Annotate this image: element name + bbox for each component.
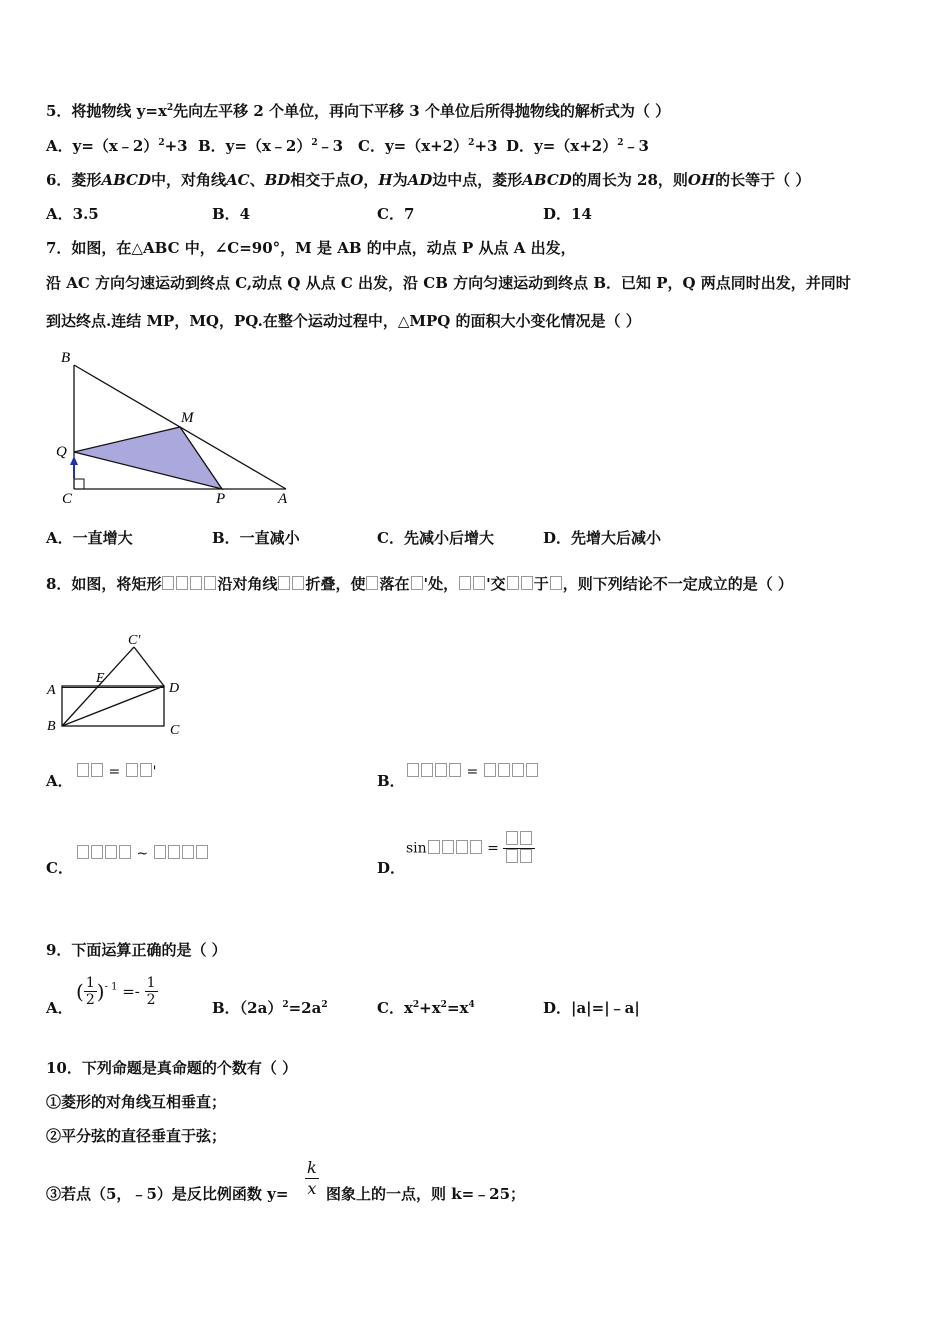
q5-stem	[46, 101, 670, 121]
q6-text-1: 6．菱形	[46, 171, 102, 189]
q8-missing-glyph	[168, 845, 180, 859]
q8-missing-glyph	[411, 576, 423, 590]
q5-option-b-tail: ﹣3	[317, 137, 344, 155]
q5-stem-text-b: 先向左平移 2 个单位，再向下平移 3 个单位后所得抛物线的解析式为（ ）	[173, 102, 671, 120]
q6-oh: OH	[687, 171, 716, 189]
q8-option-b-label: B．	[377, 772, 405, 790]
q7-triangle-mpq	[74, 427, 222, 489]
q8-missing-glyph	[473, 576, 485, 590]
q8-text-1: 8．如图，将矩形	[46, 575, 162, 593]
q6-ad: AD	[407, 171, 433, 189]
q9-option-a-result-fraction	[145, 975, 158, 1008]
q6-text-4: 为	[392, 171, 408, 189]
q8-missing-glyph	[421, 763, 433, 777]
q5-option-c[interactable]	[358, 136, 497, 156]
q8-missing-glyph	[407, 763, 419, 777]
q8-label-c: C	[170, 723, 180, 738]
q8-missing-glyph	[506, 849, 518, 863]
q6-option-c[interactable]: C．7	[377, 205, 415, 223]
q7-line-3: 到达终点.连结 MP，MQ，PQ.在整个运动过程中，△MPQ 的面积大小变化情况是（ ）	[46, 312, 641, 330]
q8-missing-glyph	[470, 840, 482, 854]
q7-right-angle-mark	[74, 479, 84, 489]
q8-missing-glyph	[190, 576, 202, 590]
q6-abcd: ABCD	[101, 171, 151, 189]
q8-missing-glyph	[520, 849, 532, 863]
q8-diagonal-bd	[62, 686, 164, 726]
q9-option-b-exponent: 2	[282, 1000, 289, 1010]
q7-label-c: C	[62, 491, 73, 507]
q9-option-a-label: A．	[46, 999, 73, 1017]
q8-missing-glyph	[77, 845, 89, 859]
q8-text-4: 落在	[379, 575, 410, 593]
q8-missing-glyph	[526, 763, 538, 777]
q5-option-a[interactable]	[46, 136, 188, 156]
q7-option-b[interactable]: B．一直减小	[212, 529, 300, 547]
q10-item-3-text-a: ③若点（5，﹣5）是反比例函数 y=	[46, 1185, 289, 1203]
q9-option-b-mid: =2a	[288, 999, 322, 1017]
q10-item-3-tail	[326, 1184, 525, 1204]
q8-option-b-expr	[406, 761, 539, 782]
q9-option-c-mid: +x	[419, 999, 441, 1017]
q9-option-d[interactable]: D．|a|=|﹣a|	[543, 999, 640, 1017]
q8-missing-glyph	[428, 840, 440, 854]
q10-item-3	[46, 1184, 288, 1204]
q9-option-c[interactable]	[377, 998, 475, 1018]
q7-q-arrowhead	[70, 456, 78, 465]
q6-h: H	[378, 171, 393, 189]
q10-item-3-denominator: x	[307, 1179, 317, 1198]
q8-missing-glyph	[521, 576, 533, 590]
q9-option-c-text: C．x	[377, 999, 413, 1017]
q8-label-b: B	[47, 719, 56, 734]
q8-fold-c-prime-d	[134, 647, 164, 686]
q6-option-a[interactable]: A．3.5	[46, 205, 99, 223]
q7-line-2: 沿 AC 方向匀速运动到终点 C,动点 Q 从点 C 出发，沿 CB 方向匀速运动到终点 B．已知 P，Q 两点同时出发，并同时	[46, 274, 851, 292]
q8-missing-glyph	[278, 576, 290, 590]
q8-missing-glyph	[456, 840, 468, 854]
q9-option-b[interactable]	[212, 998, 328, 1018]
q6-text-2: 中，对角线	[150, 171, 226, 189]
q7-label-a: A	[278, 491, 288, 507]
q5-option-d[interactable]	[506, 136, 649, 156]
q8-option-a-eq: =	[104, 764, 125, 780]
q6-o: O	[350, 171, 364, 189]
q8-missing-glyph	[442, 840, 454, 854]
q8-missing-glyph	[105, 845, 117, 859]
q5-option-d-tail: ﹣3	[623, 137, 649, 155]
q8-option-b[interactable]	[377, 771, 405, 791]
q9-option-c-exponent: 2	[412, 1000, 420, 1010]
q8-option-c-label: C．	[46, 859, 73, 877]
q5-option-c-text: C．y=（x+2）	[358, 137, 469, 155]
q8-option-a[interactable]	[46, 771, 73, 791]
q8-option-d-eq: =	[482, 840, 504, 857]
q8-missing-glyph	[512, 763, 524, 777]
q8-label-e: E	[96, 671, 105, 686]
q8-missing-glyph	[366, 576, 378, 590]
q8-missing-glyph	[498, 763, 510, 777]
q6-bd: BD	[264, 171, 291, 189]
q6-stem	[46, 170, 810, 190]
q8-missing-glyph	[140, 763, 152, 777]
q10-item-3-numerator: k	[307, 1158, 317, 1177]
q8-stem	[46, 574, 793, 594]
q5-stem-text-a: 5．将抛物线 y=x	[46, 102, 167, 120]
q5-option-a-exponent: 2	[158, 138, 165, 148]
q6-text-5: 边中点，菱形	[432, 171, 523, 189]
q5-option-a-tail: +3	[164, 137, 188, 155]
q6-text-3: 相交于点	[290, 171, 351, 189]
q8-missing-glyph	[449, 763, 461, 777]
q8-missing-glyph	[91, 763, 103, 777]
q8-option-a-expr	[76, 761, 157, 782]
q5-option-a-text: A．y=（x﹣2）	[46, 137, 159, 155]
q9-option-a-result-numerator: 1	[146, 975, 156, 991]
q8-option-d[interactable]	[377, 858, 405, 878]
q7-option-d[interactable]: D．先增大后减小	[543, 529, 662, 547]
q9-option-c-exponent-2: 2	[440, 1000, 447, 1010]
q10-item-3-text-b: 图象上的一点，则 k=﹣25；	[326, 1185, 526, 1203]
q8-missing-glyph	[77, 763, 89, 777]
q8-option-c-similar: ~	[132, 846, 153, 862]
q8-missing-glyph	[91, 845, 103, 859]
q9-stem: 9．下面运算正确的是（ ）	[46, 941, 227, 959]
q6-option-d[interactable]: D．14	[543, 205, 592, 223]
q8-missing-glyph	[292, 576, 304, 590]
q7-label-q: Q	[56, 444, 67, 460]
q9-option-a-exponent: - 1	[104, 981, 118, 993]
q8-rectangle-figure	[42, 632, 202, 747]
q6-text-6: 的周长为 28，则	[571, 171, 688, 189]
q5-option-b-text: B．y=（x﹣2）	[198, 137, 312, 155]
q8-option-c-expr	[76, 843, 209, 864]
q6-option-b[interactable]: B．4	[212, 205, 251, 223]
q9-option-a-paren-open: (	[76, 979, 84, 1004]
q6-text-7: 的长等于（ ）	[715, 171, 811, 189]
q8-missing-glyph	[459, 576, 471, 590]
q5-option-b-exponent: 2	[311, 138, 318, 148]
q8-missing-glyph	[176, 576, 188, 590]
q10-item-3-fraction	[305, 1158, 319, 1199]
q7-label-m: M	[181, 410, 194, 426]
q9-option-a[interactable]	[46, 998, 73, 1018]
q8-missing-glyph	[520, 831, 532, 845]
q9-option-c-exponent-3: 4	[468, 1000, 475, 1010]
q7-option-c[interactable]: C．先减小后增大	[377, 529, 494, 547]
q6-comma: ，	[363, 171, 379, 189]
q9-option-c-mid-2: =x	[446, 999, 469, 1017]
q9-option-a-paren-close: )	[96, 979, 105, 1004]
q8-label-c-prime: C'	[128, 633, 141, 648]
q8-option-d-label: D．	[377, 859, 406, 877]
q8-missing-glyph	[162, 576, 174, 590]
q9-option-b-text: B．（2a）	[212, 999, 283, 1017]
q8-missing-glyph	[506, 831, 518, 845]
q8-option-a-label: A．	[46, 772, 73, 790]
q6-abcd-2: ABCD	[522, 171, 572, 189]
q7-triangle-figure	[50, 345, 310, 515]
q10-item-2: ②平分弦的直径垂直于弦；	[46, 1127, 227, 1145]
q8-text-8: ，则下列结论不一定成立的是（ ）	[562, 575, 793, 593]
q8-text-6: '交	[486, 575, 506, 593]
q8-option-b-eq: =	[462, 764, 483, 780]
q8-text-7: 于	[533, 575, 549, 593]
q8-missing-glyph	[204, 576, 216, 590]
q5-option-d-exponent: 2	[617, 138, 624, 148]
q8-option-d-fraction	[503, 831, 535, 866]
q8-missing-glyph	[119, 845, 131, 859]
q5-stem-exponent: 2	[166, 103, 174, 113]
q8-option-a-prime: '	[152, 764, 157, 780]
q5-option-c-tail: +3	[474, 137, 498, 155]
q10-item-1: ①菱形的对角线互相垂直；	[46, 1093, 227, 1111]
q8-missing-glyph	[126, 763, 138, 777]
q8-option-d-expr	[406, 831, 535, 866]
q9-option-a-eq: =-	[117, 982, 145, 1001]
q5-option-b[interactable]	[198, 136, 343, 156]
q8-missing-glyph	[154, 845, 166, 859]
q8-missing-glyph	[182, 845, 194, 859]
q8-missing-glyph	[484, 763, 496, 777]
q8-text-3: 折叠，使	[305, 575, 366, 593]
q8-label-d: D	[169, 681, 180, 696]
q6-ac: AC	[226, 171, 250, 189]
q7-label-p: P	[216, 491, 226, 507]
q7-line-1: 7．如图，在△ABC 中，∠C=90°，M 是 AB 的中点，动点 P 从点 A 出发，	[46, 239, 576, 257]
q8-missing-glyph	[435, 763, 447, 777]
q5-option-d-text: D．y=（x+2）	[506, 137, 618, 155]
q9-option-a-numerator: 1	[85, 975, 95, 991]
q8-missing-glyph	[550, 576, 562, 590]
q8-text-5: '处，	[423, 575, 459, 593]
q9-option-b-exponent-2: 2	[321, 1000, 328, 1010]
q10-stem: 10．下列命题是真命题的个数有（ ）	[46, 1059, 298, 1077]
q8-missing-glyph	[196, 845, 208, 859]
q10-item-3-fraction-wrap	[305, 1158, 319, 1199]
q8-option-d-sin: sin	[406, 840, 427, 857]
q9-option-a-denominator: 2	[85, 992, 95, 1008]
q7-label-b: B	[61, 350, 71, 366]
q8-label-a: A	[47, 683, 56, 698]
q8-option-c[interactable]	[46, 858, 73, 878]
q7-option-a[interactable]: A．一直增大	[46, 529, 133, 547]
q5-option-c-exponent: 2	[468, 138, 475, 148]
q8-missing-glyph	[507, 576, 519, 590]
q6-separator: 、	[249, 171, 265, 189]
q8-text-2: 沿对角线	[217, 575, 278, 593]
q9-option-a-fraction	[84, 975, 97, 1008]
q9-option-a-expr	[76, 975, 158, 1008]
q9-option-a-result-denominator: 2	[146, 992, 156, 1008]
